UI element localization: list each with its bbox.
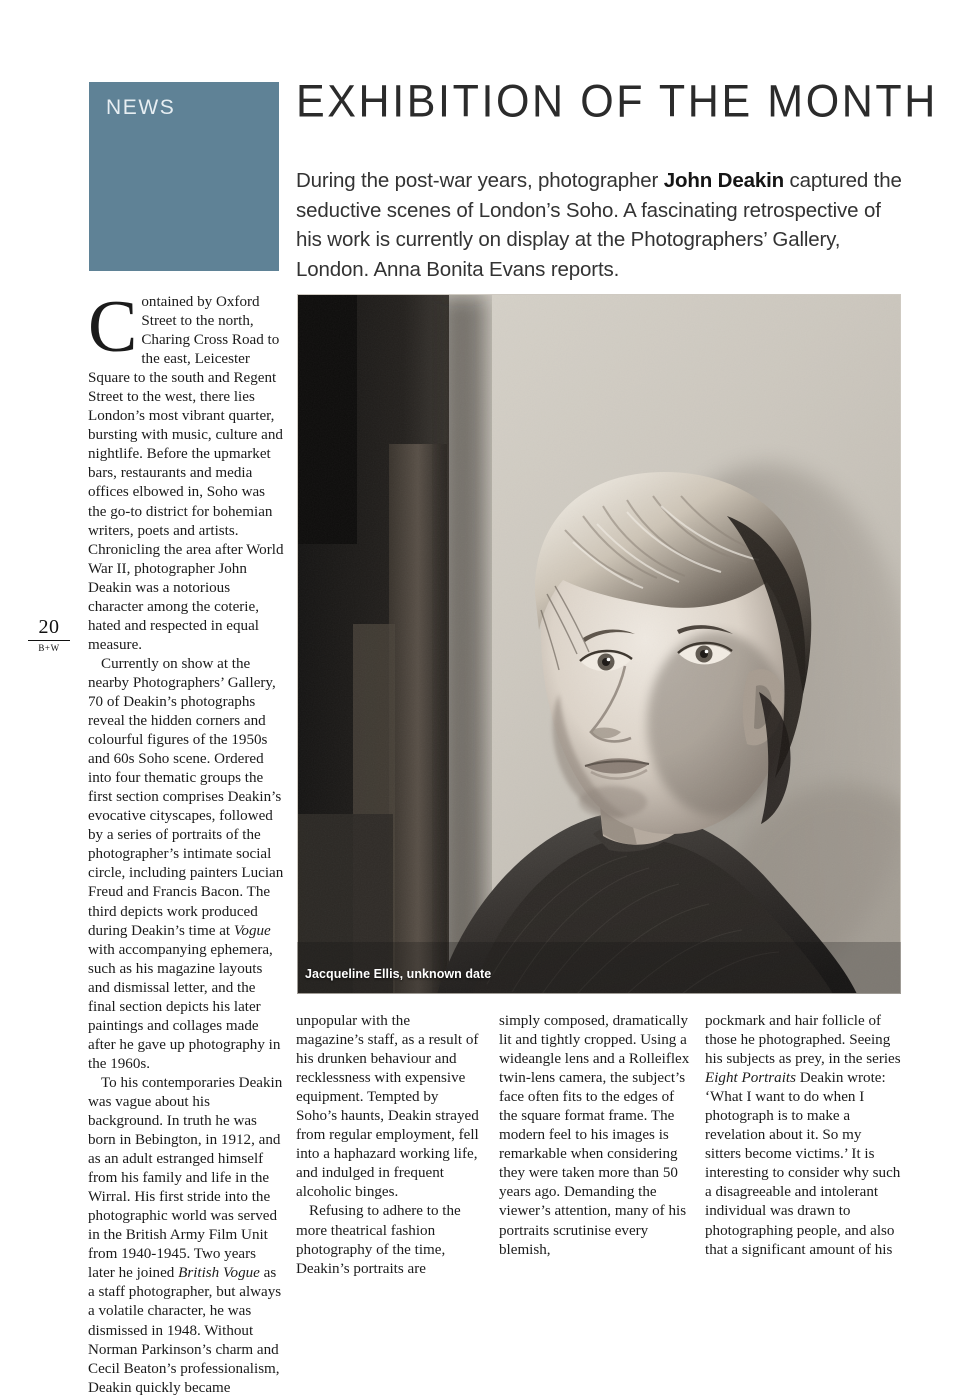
paragraph-text: pockmark and hair follicle of those he photographed. Seeing his subjects as prey, in the series [705, 1013, 901, 1068]
body-column-4 [705, 1012, 901, 1260]
section-label: NEWS [106, 96, 176, 119]
photo-caption: Jacqueline Ellis, unknown date [305, 967, 492, 981]
body-column-3 [499, 1012, 691, 1260]
paragraph [705, 1012, 901, 1260]
body-column-1 [88, 286, 284, 1398]
italic-title: Eight Portraits [705, 1070, 796, 1087]
paragraph-text-cont: as a staff photographer, but always a volatile character, he was dismissed in 1948. Without Norman Parkinson’s charm and Cecil Beaton’s professionalism, Deakin quickly became [88, 1265, 282, 1396]
paragraph-text-cont: Deakin wrote: ‘What I want to do when I photograph is to make a revelation about it. So my sitters become victims.’ It is interesting to consider why such a disagreeable and intolerant individual was drawn to photographing people, and also that a significant amount of his [705, 1070, 901, 1258]
folio [26, 617, 72, 653]
page-number: 20 [38, 616, 60, 638]
italic-title: British Vogue [178, 1265, 260, 1282]
folio-divider [28, 640, 70, 641]
page-title: EXHIBITION OF THE MONTH [296, 76, 938, 127]
section-color-block [89, 82, 279, 271]
paragraph [88, 655, 284, 1074]
paragraph: simply composed, dramatically lit and tightly cropped. Using a wideangle lens and a Rolleiflex twin-lens camera, the subject’s face often fits to the edges of the square format frame. The modern feel to his images is remarkable when considering they were taken more than 50 years ago. Demanding the viewer’s attention, many of his portraits scrutinise every blemish, [499, 1013, 690, 1258]
paragraph [88, 1074, 284, 1398]
paragraph [88, 286, 284, 655]
paragraph: unpopular with the magazine’s staff, as a result of his drunken behaviour and recklessness with expensive equipment. Tempted by Soho’s haunts, Deakin strayed from regular employment, fell into a haphazard working life, and indulged in frequent alcoholic binges. [296, 1013, 479, 1201]
italic-title: Vogue [233, 922, 271, 939]
paragraph-text: Currently on show at the nearby Photographers’ Gallery, 70 of Deakin’s photographs reveal the hidden corners and colourful figures of the 1950s and 60s Soho scene. Ordered into four thematic groups the first section comprises Deakin’s evocative cityscapes, followed by a series of portraits of the photographer’s intimate social circle, including painters Lucian Freud and Francis Bacon. The third depicts work produced during Deakin’s time at [88, 655, 284, 939]
paragraph-text: ontained by Oxford Street to the north, Charing Cross Road to the east, Leicester Square to the south and Regent Street to the west, there lies London’s most vibrant quarter, bursting with music, culture and nightlife. Before the upmarket bars, restaurants and media offices elbowed in, Soho was the go-to district for bohemian writers, poets and artists. Chronicling the area after World War II, photographer John Deakin was a notorious character among the coterie, hated and respected in equal measure. [88, 294, 284, 653]
paragraph-text: To his contemporaries Deakin was vague about his background. In truth he was born in Bebington, in 1912, and as an adult estranged himself from his family and life in the Wirral. His first stride into the photographic world was served in the British Army Film Unit from 1940-1945. Two years later he joined [88, 1074, 283, 1282]
body-column-2 [296, 1012, 481, 1279]
standfirst [296, 166, 908, 284]
feature-photograph [297, 294, 901, 994]
portrait-illustration [297, 294, 901, 994]
drop-cap: C [88, 286, 138, 368]
magazine-brand: B+W [38, 643, 60, 653]
standfirst-text-after: captured the seductive scenes of London’s Soho. A fascinating retrospective of his work is currently on display at the Photographers’ Gallery, London. Anna Bonita Evans reports. [296, 169, 902, 281]
paragraph: Refusing to adhere to the more theatrical fashion photography of the time, Deakin’s portraits are [296, 1203, 461, 1277]
standfirst-text-before: During the post-war years, photographer [296, 169, 664, 192]
paragraph-text-cont: with accompanying ephemera, such as his magazine layouts and dismissal letter, and the final section depicts his later paintings and collages made after he gave up photography in the 1960s. [88, 941, 281, 1072]
standfirst-highlight-name: John Deakin [663, 169, 785, 192]
